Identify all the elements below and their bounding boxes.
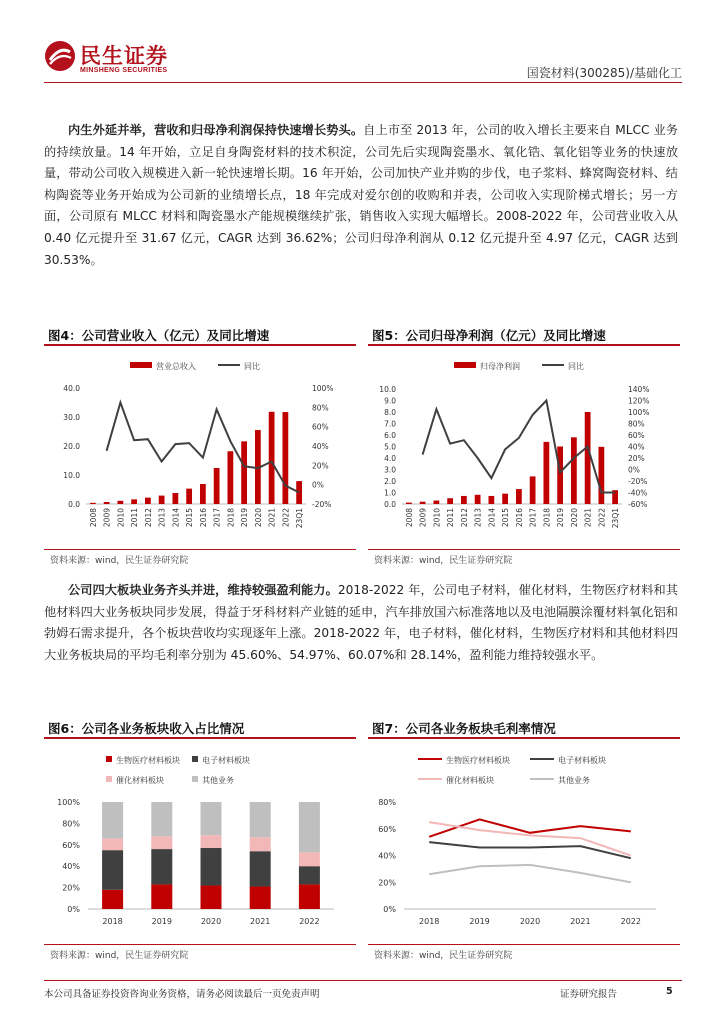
brand-name: 民生证券 [80,44,168,68]
bar-2018 [227,451,233,504]
y-right-tick-label: -60% [628,500,648,509]
y-right-tick-label: 60% [628,431,645,440]
x-tick-label: 2013 [473,508,483,528]
x-tick-label: 2018 [419,917,440,926]
x-tick-label: 2008 [404,508,414,528]
brand-logo-icon [44,40,76,72]
bar-segment-2020 [201,848,222,885]
x-tick-label: 2022 [597,508,607,528]
bar-2015 [186,489,192,504]
bar-segment-2021 [250,802,271,837]
bar-2013 [159,496,165,504]
bar-segment-2018 [102,802,123,838]
paragraph-segments-lead: 公司四大板块业务齐头并进，维持较强盈利能力。 [68,583,338,597]
x-tick-label: 2019 [151,917,172,926]
y-tick-label: 80% [62,819,80,829]
bar-segment-2022 [299,866,320,884]
y-tick-label: 80% [378,798,396,807]
bar-segment-2021 [250,837,271,851]
x-tick-label: 2017 [212,508,222,528]
footer-report-type: 证券研究报告 [560,989,618,1000]
fig4-source-rule [44,549,356,550]
bar-segment-2022 [299,802,320,852]
bar-segment-2022 [299,852,320,866]
fig6-title: 图6：公司各业务板块收入占比情况 [48,721,245,736]
bar-2011 [447,498,453,504]
bar-2021 [269,412,275,504]
y-left-tick-label: 10.0 [63,471,80,480]
legend-label: 催化材料板块 [446,776,494,785]
fig7-source-rule [368,944,680,945]
y-tick-label: 60% [378,824,396,834]
x-tick-label: 2012 [143,508,153,528]
bar-segment-2018 [102,890,123,909]
bar-2012 [145,498,151,504]
x-tick-label: 2010 [116,508,126,528]
y-right-tick-label: 20% [628,454,645,463]
y-left-tick-label: 9.0 [384,396,396,406]
paragraph-segments [44,580,678,666]
x-tick-label: 2017 [528,508,538,528]
bar-2014 [488,496,494,504]
bar-segment-2019 [151,836,172,849]
bar-segment-2018 [102,838,123,850]
legend-label: 其他业务 [202,776,234,785]
fig6-title-rule [44,737,356,739]
y-left-tick-label: 2.0 [384,477,396,486]
y-right-tick-label: -20% [312,500,332,509]
y-left-tick-label: 6.0 [384,431,396,440]
y-tick-label: 40% [378,851,396,861]
y-right-tick-label: 0% [628,465,640,475]
y-right-tick-label: 100% [312,384,334,393]
y-left-tick-label: 20.0 [63,442,80,451]
bar-2011 [131,499,137,504]
fig4-chart [44,352,356,542]
fig5-source-rule [368,549,680,550]
x-tick-label: 23Q1 [611,508,621,529]
y-tick-label: 20% [378,878,396,888]
bar-2018 [543,442,549,504]
legend-swatch-bar [130,362,152,368]
y-tick-label: 0% [67,905,80,914]
legend-label: 电子材料板块 [558,756,606,765]
fig5-title: 图5：公司归母净利润（亿元）及同比增速 [372,328,606,343]
y-right-tick-label: -40% [628,488,648,498]
bar-2016 [200,484,206,504]
legend-label: 电子材料板块 [202,756,250,765]
y-right-tick-label: 0% [312,480,324,490]
bar-2012 [461,496,467,504]
y-tick-label: 0% [383,905,396,914]
y-right-tick-label: -20% [628,477,648,486]
legend-swatch [192,756,198,762]
fig7-source: 资料来源：wind，民生证券研究院 [374,951,513,961]
footer-disclaimer: 本公司具备证券投资咨询业务资格，请务必阅读最后一页免责声明 [44,989,320,1000]
fig4-title: 图4：公司营业收入（亿元）及同比增速 [48,328,270,343]
x-tick-label: 2019 [556,508,566,528]
x-tick-label: 2015 [185,508,195,528]
x-tick-label: 2022 [299,917,320,926]
y-left-tick-label: 7.0 [384,419,396,429]
brand-logo [44,40,174,80]
fig5-chart [368,352,680,542]
y-left-tick-label: 40.0 [63,384,80,393]
bar-23Q1 [296,481,302,504]
x-tick-label: 2012 [459,508,469,528]
bar-2021 [585,412,591,504]
x-tick-label: 2019 [469,917,490,926]
bar-segment-2022 [299,884,320,909]
bar-2017 [530,476,536,504]
x-tick-label: 2021 [250,917,271,926]
legend-swatch [106,776,112,782]
bar-2009 [104,502,110,504]
y-tick-label: 60% [62,840,80,850]
bar-2008 [90,503,96,504]
bar-segment-2020 [201,835,222,848]
y-right-tick-label: 120% [628,396,650,406]
line-series [429,865,631,882]
y-right-tick-label: 100% [628,408,650,417]
x-tick-label: 2021 [583,508,593,528]
fig7-chart [368,745,680,937]
legend-label: 催化材料板块 [116,776,164,785]
fig7-title-rule [368,737,680,739]
y-left-tick-label: 1.0 [384,488,396,498]
fig6-source: 资料来源：wind，民生证券研究院 [50,951,189,961]
x-tick-label: 2020 [569,508,579,528]
y-tick-label: 40% [62,862,80,872]
y-left-tick-label: 4.0 [384,454,396,463]
x-tick-label: 2018 [102,917,123,926]
fig6-chart [44,745,356,937]
bar-2010 [117,501,123,504]
y-tick-label: 100% [57,798,80,807]
x-tick-label: 2022 [620,917,641,926]
legend-label: 生物医疗材料板块 [116,756,180,765]
brand-name-en: MINSHENG SECURITIES [80,67,168,74]
x-tick-label: 2010 [432,508,442,528]
x-tick-label: 2011 [130,508,140,528]
bar-2016 [516,489,522,504]
x-tick-label: 2021 [570,917,591,926]
y-right-tick-label: 40% [628,442,645,452]
bar-2010 [433,501,439,504]
bar-2014 [172,493,178,504]
bar-2022 [282,412,288,504]
y-left-tick-label: 0.0 [68,500,80,509]
bar-segment-2018 [102,850,123,890]
bar-2019 [241,441,247,504]
legend-label-line: 同比 [244,362,260,371]
x-tick-label: 2011 [446,508,456,528]
fig5-title-rule [368,344,680,346]
x-tick-label: 2020 [519,917,541,926]
x-tick-label: 2018 [226,508,236,528]
x-tick-label: 2020 [253,508,263,528]
paragraph-revenue-lead: 内生外延并举，营收和归母净利润保持快速增长势头。 [68,123,364,137]
y-right-tick-label: 60% [312,422,329,432]
y-tick-label: 20% [62,883,80,893]
x-tick-label: 2019 [240,508,250,528]
x-tick-label: 2015 [501,508,511,528]
x-tick-label: 23Q1 [295,508,305,529]
x-tick-label: 2009 [102,508,112,528]
x-tick-label: 2014 [487,508,497,528]
y-left-tick-label: 10.0 [379,385,396,394]
bar-segment-2020 [201,885,222,909]
legend-label: 其他业务 [558,776,590,785]
x-tick-label: 2016 [198,508,208,528]
y-left-tick-label: 5.0 [384,442,396,452]
bar-2022 [598,447,604,504]
y-left-tick-label: 0.0 [384,500,396,509]
legend-swatch-bar [454,362,476,368]
bar-segment-2019 [151,849,172,884]
y-left-tick-label: 30.0 [63,413,80,422]
legend-label-line: 同比 [568,362,584,371]
paragraph-revenue-body: 自上市至 2013 年，公司的收入增长主要来自 MLCC 业务的持续放量。14 年开始，立足自身陶瓷材料的技术积淀，公司先后实现陶瓷墨水、氧化锆、氧化铝等业务的快速放量，带动公司收入规模进入新一轮快速增长期。16 年开始，公司加快产业并购的步伐，电子浆料、蜂窝陶瓷材料、结构陶瓷等业务开始成为公司新的业绩增长点，18 年完成对爱尔创的收购和并表，公司收入实现阶梯式增长；另一方面，公司原有 MLCC 材料和陶瓷墨水产能规模继续扩张，销售收入实现大幅增长。2008-2022 年，公司营业收入从 0.40 亿元提升至 31.67 亿元，CAGR 达到 36.62%；公司归母净利润从 0.12 亿元提升至 4.97 亿元，CAGR 达到 30.53%。 [44,123,679,267]
x-tick-label: 2013 [157,508,167,528]
legend-label-bar: 归母净利润 [480,362,520,371]
bar-segment-2019 [151,884,172,909]
bar-segment-2021 [250,887,271,909]
y-right-tick-label: 40% [312,442,329,451]
bar-2015 [502,494,508,504]
y-right-tick-label: 20% [312,461,329,471]
x-tick-label: 2016 [514,508,524,528]
legend-label: 生物医疗材料板块 [446,756,510,765]
paragraph-revenue [44,120,678,271]
legend-swatch [106,756,112,762]
x-tick-label: 2021 [267,508,277,528]
page-number: 5 [666,986,673,997]
fig6-source-rule [44,944,356,945]
fig5-source: 资料来源：wind，民生证券研究院 [374,556,513,566]
header-rule [44,82,682,83]
bar-2008 [406,503,412,504]
bar-2013 [475,495,481,504]
bar-2009 [420,502,426,504]
y-left-tick-label: 3.0 [384,465,396,475]
x-tick-label: 2009 [418,508,428,528]
bar-2019 [557,447,563,505]
bar-segment-2020 [201,802,222,835]
x-tick-label: 2014 [171,508,181,528]
line-series [429,819,631,836]
legend-label-bar: 营业总收入 [156,362,196,371]
y-right-tick-label: 80% [628,419,645,429]
fig4-title-rule [44,344,356,346]
bar-segment-2019 [151,802,172,836]
y-left-tick-label: 8.0 [384,408,396,417]
y-right-tick-label: 140% [628,385,650,394]
fig7-title: 图7：公司各业务板块毛利率情况 [372,721,556,736]
legend-swatch [192,776,198,782]
paragraph-segments-body: 2018-2022 年，公司电子材料，催化材料，生物医疗材料和其他材料四大业务板块同步发展，得益于牙科材料产业链的延申，汽车排放国六标准落地以及电池隔膜涂覆材料氧化铝和勃姆石需求提升，各个板块营收均实现逐年上涨。2018-2022 年，电子材料，催化材料，生物医疗材料和其他材料四大业务板块局的平均毛利率分别为 45.60%、54.97%、60.07%和 28.14%，盈利能力维持较强水平。 [44,583,678,662]
bar-2017 [214,468,220,504]
bar-2020 [571,437,577,504]
x-tick-label: 2020 [200,917,222,926]
y-right-tick-label: 80% [312,403,329,413]
bar-segment-2021 [250,851,271,886]
x-tick-label: 2018 [542,508,552,528]
x-tick-label: 2022 [281,508,291,528]
stock-label: 国瓷材料(300285)/基础化工 [526,66,682,80]
x-tick-label: 2008 [88,508,98,528]
fig4-source: 资料来源：wind，民生证券研究院 [50,556,189,566]
footer-rule [44,980,682,981]
